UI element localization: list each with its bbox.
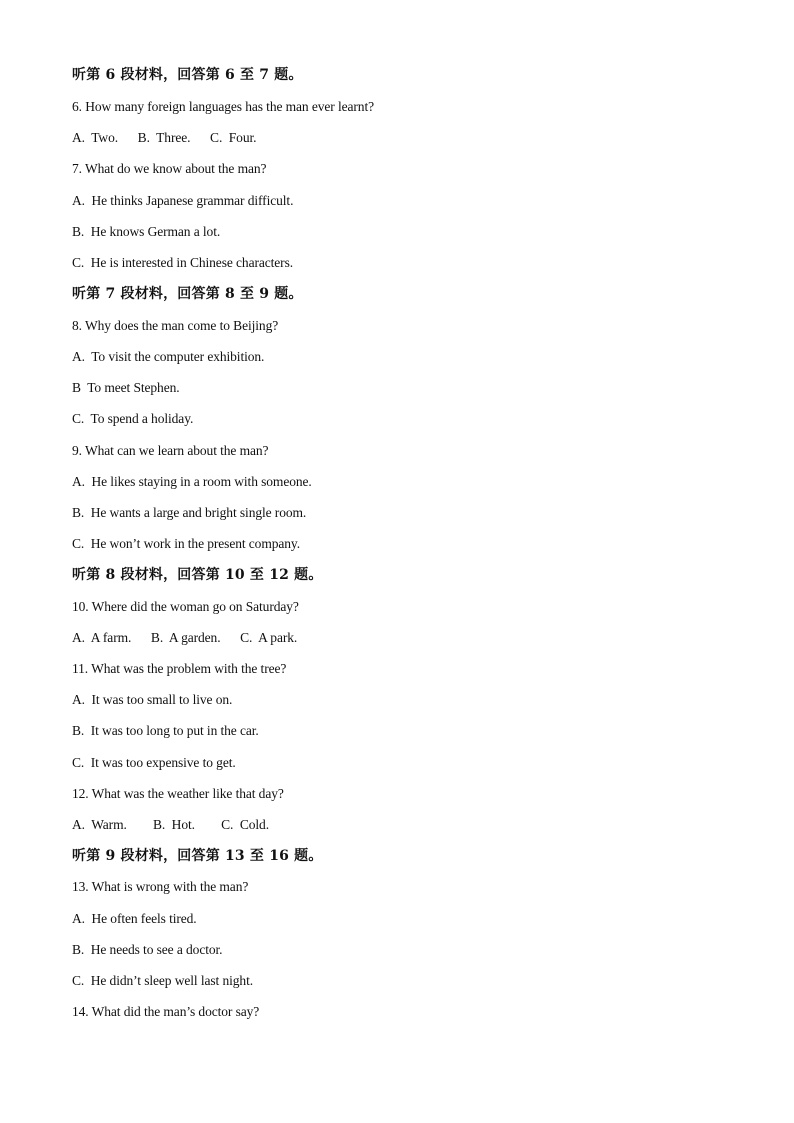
question-7-option-c: C. He is interested in Chinese characters. bbox=[72, 255, 294, 270]
question-12-options: A. Warm. B. Hot. C. Cold. bbox=[72, 817, 269, 832]
question-9-option-b: B. He wants a large and bright single room. bbox=[72, 505, 307, 520]
question-13-option-b: B. He needs to see a doctor. bbox=[72, 942, 223, 957]
question-9: 9. What can we learn about the man? bbox=[72, 443, 269, 458]
question-10-options: A. A farm. B. A garden. C. A park. bbox=[72, 630, 298, 645]
question-13-option-c: C. He didn’t sleep well last night. bbox=[72, 973, 254, 988]
question-6: 6. How many foreign languages has the man ever learnt? bbox=[72, 99, 374, 114]
section-heading: 听第 8 段材料，回答第 10 至 12 题。 bbox=[72, 567, 323, 583]
question-9-option-c: C. He won’t work in the present company. bbox=[72, 536, 300, 551]
question-11-option-b: B. It was too long to put in the car. bbox=[72, 723, 259, 738]
question-11-option-c: C. It was too expensive to get. bbox=[72, 755, 236, 770]
question-11-option-a: A. It was too small to live on. bbox=[72, 692, 233, 707]
question-8-option-b: B To meet Stephen. bbox=[72, 380, 180, 395]
question-11: 11. What was the problem with the tree? bbox=[72, 661, 287, 676]
question-7-option-b: B. He knows German a lot. bbox=[72, 224, 221, 239]
question-7: 7. What do we know about the man? bbox=[72, 161, 267, 176]
question-8: 8. Why does the man come to Beijing? bbox=[72, 318, 279, 333]
section-heading: 听第 7 段材料，回答第 8 至 9 题。 bbox=[72, 286, 303, 302]
question-7-option-a: A. He thinks Japanese grammar difficult. bbox=[72, 193, 294, 208]
question-12: 12. What was the weather like that day? bbox=[72, 786, 284, 801]
question-8-option-a: A. To visit the computer exhibition. bbox=[72, 349, 265, 364]
question-9-option-a: A. He likes staying in a room with someone. bbox=[72, 474, 312, 489]
question-6-options: A. Two. B. Three. C. Four. bbox=[72, 130, 257, 145]
question-13-option-a: A. He often feels tired. bbox=[72, 911, 197, 926]
question-8-option-c: C. To spend a holiday. bbox=[72, 411, 194, 426]
question-14: 14. What did the man’s doctor say? bbox=[72, 1004, 260, 1019]
section-heading: 听第 9 段材料，回答第 13 至 16 题。 bbox=[72, 848, 323, 864]
question-13: 13. What is wrong with the man? bbox=[72, 879, 249, 894]
question-10: 10. Where did the woman go on Saturday? bbox=[72, 599, 299, 614]
section-heading: 听第 6 段材料，回答第 6 至 7 题。 bbox=[72, 67, 303, 83]
